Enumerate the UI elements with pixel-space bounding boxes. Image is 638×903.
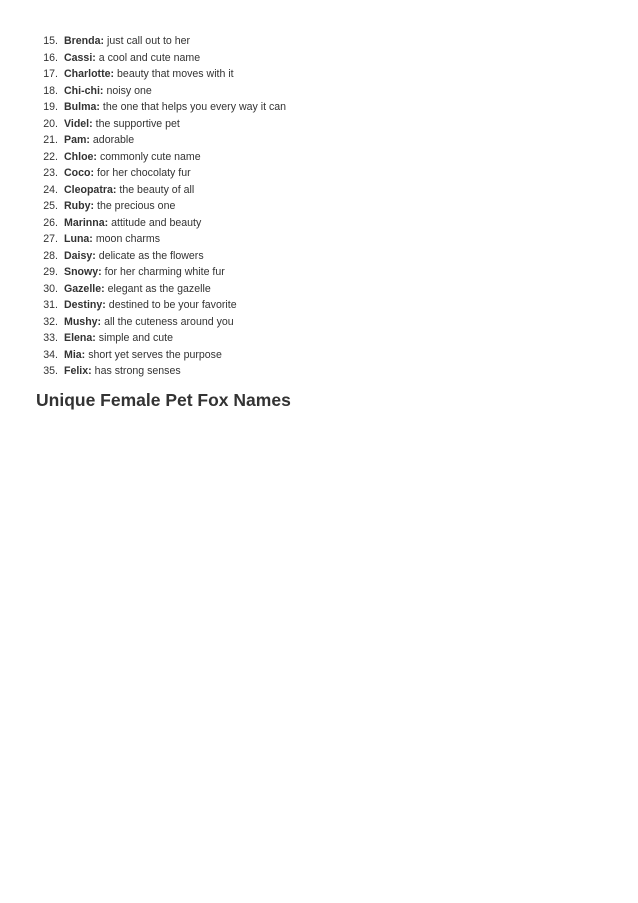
list-item (36, 264, 286, 281)
list-item (36, 165, 286, 182)
fox-name: Coco: (64, 167, 95, 179)
fox-name-description: destined to be your favorite (108, 299, 237, 311)
section-heading: Unique Female Pet Fox Names (36, 390, 291, 410)
list-item-number: 35. (43, 365, 58, 377)
fox-name: Brenda: (64, 35, 105, 47)
fox-name: Mushy: (64, 315, 102, 328)
fox-name: Destiny: (64, 299, 106, 311)
fox-name: Ruby: (64, 200, 95, 212)
list-item (36, 330, 286, 347)
list-item (36, 50, 286, 67)
list-item (36, 66, 286, 83)
list-item (36, 132, 286, 149)
list-item (36, 116, 286, 133)
fox-name-description: adorable (92, 134, 135, 146)
list-item-number: 20. (43, 117, 58, 130)
list-item-number: 21. (43, 134, 58, 146)
list-item (36, 83, 286, 100)
list-item (36, 33, 286, 50)
fox-name-description: for her chocolaty fur (97, 167, 191, 179)
fox-name: Cleopatra: (64, 183, 117, 196)
fox-name-description: for her charming white fur (104, 266, 225, 278)
list-item-number: 15. (43, 35, 58, 47)
fox-name-list (36, 33, 286, 380)
fox-name: Videl: (64, 117, 93, 130)
list-item-number: 24. (43, 183, 58, 196)
list-item (36, 347, 286, 364)
fox-name: Daisy: (64, 249, 96, 262)
fox-name: Marinna: (64, 216, 109, 229)
fox-name: Pam: (64, 134, 90, 146)
fox-name-description: has strong senses (94, 365, 181, 377)
list-item-number: 17. (43, 68, 58, 80)
list-item-number: 30. (43, 282, 58, 295)
fox-name: Luna: (64, 233, 93, 245)
fox-name-description: beauty that moves with it (117, 68, 234, 80)
fox-name-description: the one that helps you every way it can (102, 101, 287, 113)
fox-name: Mia: (64, 348, 86, 361)
fox-name: Cassi: (64, 51, 96, 64)
list-item (36, 314, 286, 331)
fox-name-description: attitude and beauty (111, 216, 202, 229)
fox-name: Chi-chi: (64, 84, 104, 97)
list-item-number: 34. (43, 348, 58, 361)
fox-name: Chloe: (64, 150, 97, 163)
list-item-number: 32. (43, 315, 58, 328)
list-item (36, 99, 286, 116)
list-item-number: 23. (43, 167, 58, 179)
fox-name-description: delicate as the flowers (98, 249, 204, 262)
fox-name-description: just call out to her (107, 35, 191, 47)
fox-name: Charlotte: (64, 68, 115, 80)
list-item-number: 31. (43, 299, 58, 311)
fox-name-description: elegant as the gazelle (107, 282, 211, 295)
list-item-number: 26. (43, 216, 58, 229)
list-item (36, 231, 286, 248)
fox-name-description: the beauty of all (119, 183, 195, 196)
list-item (36, 297, 286, 314)
fox-name-description: a cool and cute name (98, 51, 201, 64)
list-item-number: 25. (43, 200, 58, 212)
fox-name: Elena: (64, 332, 96, 344)
list-item-number: 27. (43, 233, 58, 245)
fox-name: Felix: (64, 365, 92, 377)
list-item-number: 28. (43, 249, 58, 262)
list-item-number: 29. (43, 266, 58, 278)
fox-name-description: the supportive pet (95, 117, 180, 130)
list-item-number: 16. (43, 51, 58, 64)
fox-name-description: commonly cute name (99, 150, 201, 163)
fox-name-description: the precious one (97, 200, 176, 212)
list-item (36, 182, 286, 199)
fox-name-description: short yet serves the purpose (88, 348, 222, 361)
list-item (36, 198, 286, 215)
fox-name: Gazelle: (64, 282, 105, 295)
list-item-number: 18. (43, 84, 58, 97)
list-item (36, 149, 286, 166)
list-item (36, 281, 286, 298)
fox-name: Bulma: (64, 101, 100, 113)
list-item (36, 363, 286, 380)
fox-name-description: noisy one (106, 84, 152, 97)
list-item (36, 248, 286, 265)
fox-name-description: moon charms (95, 233, 161, 245)
list-item-number: 22. (43, 150, 58, 163)
fox-name-description: all the cuteness around you (104, 315, 234, 328)
list-item-number: 19. (43, 101, 58, 113)
fox-name-description: simple and cute (98, 332, 173, 344)
list-item-number: 33. (43, 332, 58, 344)
fox-name: Snowy: (64, 266, 102, 278)
list-item (36, 215, 286, 232)
